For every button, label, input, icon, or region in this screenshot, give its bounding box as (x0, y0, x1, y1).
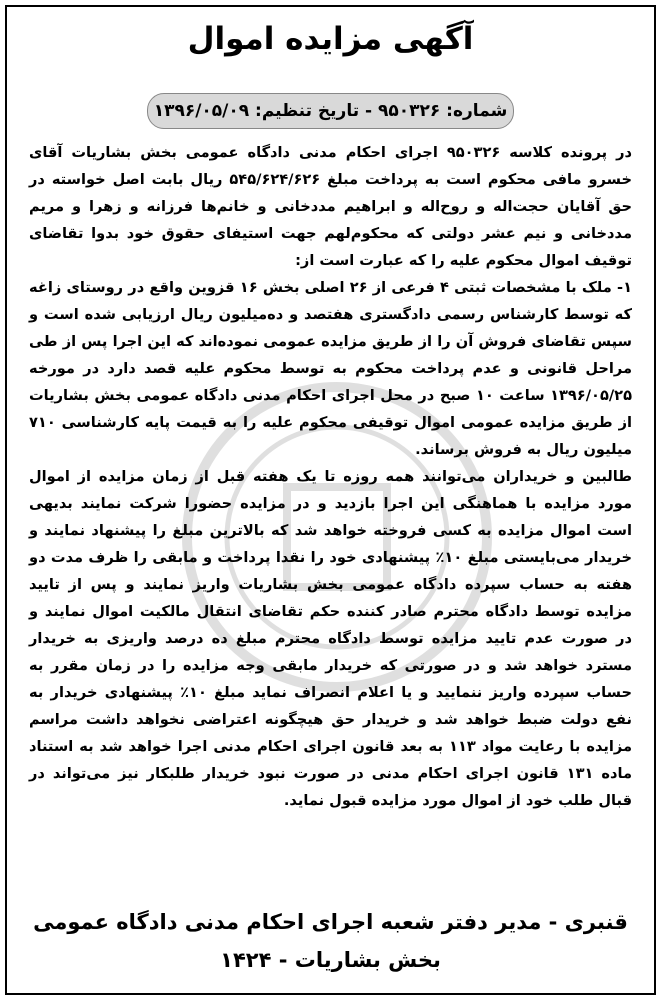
paragraph-property: ۱- ملک با مشخصات ثبتی ۴ فرعی از ۲۶ اصلی بخش ۱۶ قزوین واقع در روستای زاغه که توسط کارشناس رسمی دادگستری هفتصد و ده‌میلیون ریال ارزیابی شده است و سپس تقاضای فروش آن را از طریق مزایده عمومی نموده‌اند که این اجرا پس از طی مراحل قانونی و عدم پرداخت محکوم به توسط محکوم علیه قصد دارد در مورخه ۱۳۹۶/۰۵/۲۵ ساعت ۱۰ صبح در محل اجرای احکام مدنی دادگاه عمومی بخش بشاریات از طریق مزایده عمومی اموال توقیفی محکوم علیه را به قیمت پایه کارشناسی ۷۱۰ میلیون ریال به فروش برساند. (29, 279, 632, 458)
signature-block (7, 903, 654, 979)
signature-line-1: قنبری - مدیر دفتر شعبه اجرای احکام مدنی دادگاه عمومی (33, 910, 628, 934)
notice-frame (5, 5, 656, 995)
reference-text: شماره: ۹۵۰۳۲۶ - تاریخ تنظیم: ۱۳۹۶/۰۵/۰۹ (153, 101, 508, 121)
paragraph-conditions: طالبین و خریداران می‌توانند همه روزه تا یک هفته قبل از زمان مزایده از اموال مورد مزایده با هماهنگی این اجرا بازدید و در مزایده حضورا شرکت نمایند بدیهی است اموال مزایده به کسی فروخته خواهد شد که بالاترین مبلغ را پیشنهاد نمایند و خریدار می‌بایستی مبلغ ۱۰٪ پیشنهادی خود را نقدا پرداخت و مابقی را ظرف مدت دو هفته به حساب سپرده دادگاه عمومی بخش بشاریات واریز نمایند و پس از تایید مزایده توسط دادگاه محترم صادر کننده حکم تقاضای انتقال مالکیت اموال نمایند و در صورت عدم تایید مزایده توسط دادگاه محترم مبلغ ده درصد واریزی به خریدار مسترد خواهد شد و در صورتی که خریدار مابقی وجه مزایده را در زمان مقرر به حساب سپرده واریز ننمایید و یا اعلام انصراف نماید مبلغ ۱۰٪ پیشنهادی خریدار به نفع دولت ضبط خواهد شد و خریدار حق هیچگونه اعتراضی نخواهد داشت مراسم مزایده با رعایت مواد ۱۱۳ به بعد قانون اجرای احکام مدنی اجرا خواهد شد به استناد ماده ۱۳۱ قانون اجرای احکام مدنی در صورت نبود خریدار طلبکار نیز می‌تواند در قبال طلب خود از اموال مورد مزایده قبول نماید. (29, 468, 633, 809)
reference-bar (147, 93, 514, 129)
notice-title: آگهی مزایده اموال (187, 21, 474, 57)
paragraph-intro: در پرونده کلاسه ۹۵۰۳۲۶ اجرای احکام مدنی دادگاه عمومی بخش بشاریات آقای خسرو مافی محکوم است به پرداخت مبلغ ۵۴۵/۶۲۴/۶۲۶ ریال بابت اصل خواسته در حق آقایان حجت‌اله و روح‌اله و ابراهیم مددخانی و خانم‌ها فرزانه و زهرا و مریم مددخانی و نیم عشر دولتی که محکوم‌لهم جهت استیفای حقوق خود بدوا تقاضای توقیف اموال محکوم علیه را که عبارت است از: (29, 144, 633, 269)
signature-line-2: بخش بشاریات - ۱۴۲۴ (220, 948, 441, 972)
notice-body (29, 139, 632, 814)
